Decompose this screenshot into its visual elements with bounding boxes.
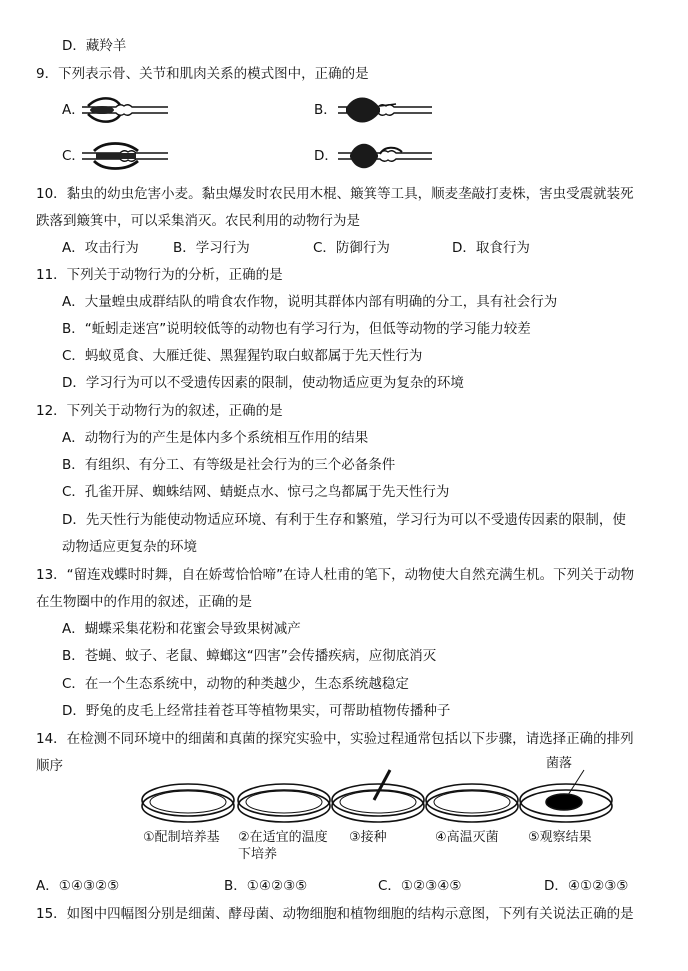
- q11-option-b: B．“蚯蚓走迷宫”说明较低等的动物也有学习行为，但低等动物的学习能力较差: [62, 321, 531, 337]
- question-14-stem-line1: 14．在检测不同环境中的细菌和真菌的探究实验中，实验过程通常包括以下步骤，请选择正确的排列: [36, 731, 634, 747]
- q11-option-c: C．蚂蚁觅食、大雁迁徙、黑猩猩钓取白蚁都属于先天性行为: [62, 348, 423, 364]
- q9-diagram-c: [80, 138, 172, 174]
- petri-dish-5: [520, 770, 612, 822]
- q12-option-d-line1: D．先天性行为能使动物适应环境、有利于生存和繁殖，学习行为可以不受遗传因素的限制，使: [62, 512, 626, 528]
- petri-dish-4: [426, 784, 518, 822]
- question-13-stem-line1: 13．“留连戏蝶时时舞，自在娇莺恰恰啼”在诗人杜甫的笔下，动物使大自然充满生机。下列关于动物: [36, 567, 635, 583]
- q14-step-4-label: ④高温灭菌: [435, 830, 499, 845]
- question-9-stem: 9．下列表示骨、关节和肌肉关系的模式图中，正确的是: [36, 66, 369, 82]
- q9-option-d-label: D．: [314, 148, 338, 164]
- q11-option-d: D．学习行为可以不受遗传因素的限制，使动物适应更为复杂的环境: [62, 375, 464, 391]
- q9-option-c-label: C．: [62, 148, 85, 164]
- q12-option-c: C．孔雀开屏、蜘蛛结网、蜻蜓点水、惊弓之鸟都属于先天性行为: [62, 484, 450, 500]
- q9-diagram-d: [336, 138, 436, 174]
- question-13-stem-line2: 在生物圈中的作用的叙述，正确的是: [36, 594, 252, 610]
- prev-option-d: D．藏羚羊: [62, 38, 127, 54]
- question-10-stem-line1: 10．黏虫的幼虫危害小麦。黏虫爆发时农民用木棍、簸箕等工具，顺麦垄敲打麦株，害虫受震就装死: [36, 186, 634, 202]
- q9-option-b-label: B．: [314, 102, 337, 118]
- q14-option-c: C．①②③④⑤: [378, 878, 462, 894]
- q10-option-d: D．取食行为: [452, 240, 530, 256]
- q11-option-a: A．大量蝗虫成群结队的啃食农作物，说明其群体内部有明确的分工，具有社会行为: [62, 294, 558, 310]
- q12-option-b: B．有组织、有分工、有等级是社会行为的三个必备条件: [62, 457, 396, 473]
- petri-dish-3: [332, 770, 424, 822]
- q12-option-a: A．动物行为的产生是体内多个系统相互作用的结果: [62, 430, 369, 446]
- q12-option-d-line2: 动物适应更复杂的环境: [62, 539, 197, 555]
- question-14-stem-line2: 顺序: [36, 758, 63, 774]
- q13-option-b: B．苍蝇、蚊子、老鼠、蟑螂这“四害”会传播疾病，应彻底消灭: [62, 648, 437, 664]
- q14-option-b: B．①④②③⑤: [224, 878, 308, 894]
- q14-petri-dish-figure: [138, 770, 658, 832]
- q13-option-d: D．野兔的皮毛上经常挂着苍耳等植物果实，可帮助植物传播种子: [62, 703, 451, 719]
- q9-option-a-label: A．: [62, 102, 85, 118]
- q9-diagram-a: [80, 92, 172, 128]
- q14-colony-label: 菌落: [546, 756, 573, 771]
- q10-option-b: B．学习行为: [173, 240, 250, 256]
- q9-diagram-b: [336, 92, 436, 128]
- q14-step-2-label-line2: 下培养: [238, 847, 278, 862]
- q14-step-5-label: ⑤观察结果: [528, 830, 592, 845]
- question-11-stem: 11．下列关于动物行为的分析，正确的是: [36, 267, 283, 283]
- question-12-stem: 12．下列关于动物行为的叙述，正确的是: [36, 403, 283, 419]
- question-15-stem: 15．如图中四幅图分别是细菌、酵母菌、动物细胞和植物细胞的结构示意图，下列有关说法正确的是: [36, 906, 634, 922]
- q14-option-a: A．①④③②⑤: [36, 878, 120, 894]
- petri-dish-1: [142, 784, 234, 822]
- question-10-stem-line2: 跌落到簸箕中，可以采集消灭。农民利用的动物行为是: [36, 213, 360, 229]
- q14-step-1-label: ①配制培养基: [143, 830, 220, 845]
- q13-option-c: C．在一个生态系统中，动物的种类越少，生态系统越稳定: [62, 676, 409, 692]
- q14-option-d: D．④①②③⑤: [544, 878, 629, 894]
- q14-step-2-label-line1: ②在适宜的温度: [238, 830, 328, 845]
- q10-option-c: C．防御行为: [313, 240, 390, 256]
- q14-step-3-label: ③接种: [349, 830, 387, 845]
- q13-option-a: A．蝴蝶采集花粉和花蜜会导致果树减产: [62, 621, 301, 637]
- q10-option-a: A．攻击行为: [62, 240, 139, 256]
- petri-dish-2: [238, 784, 330, 822]
